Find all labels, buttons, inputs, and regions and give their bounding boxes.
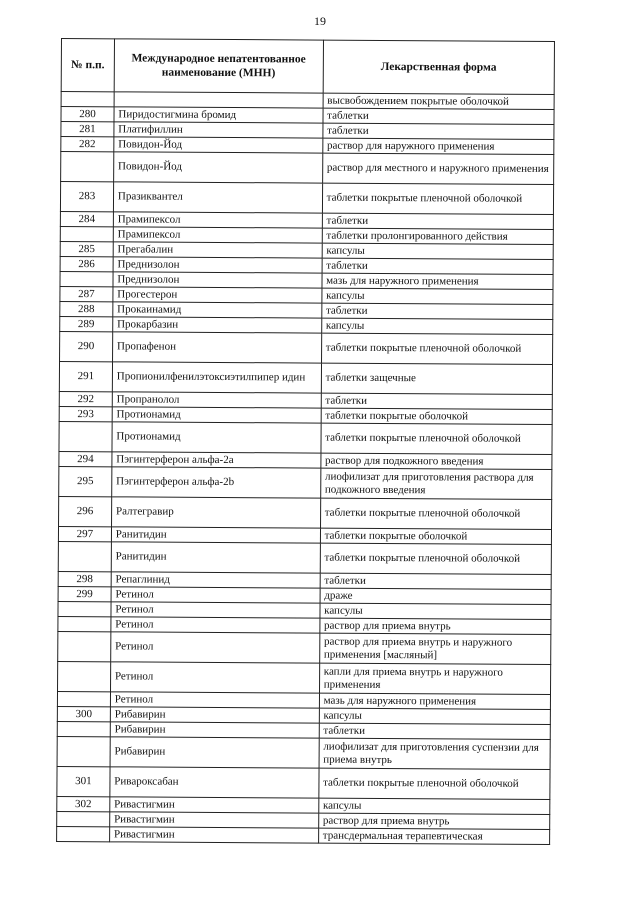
dosage-form: капсулы [321,318,552,334]
row-number: 292 [59,391,112,406]
dosage-form: таблетки покрытые оболочкой [321,408,552,424]
dosage-form: раствор для приема внутрь [320,618,551,634]
dosage-form: мазь для наружного применения [319,693,550,709]
drug-name: Ретинол [111,602,320,618]
table-row [59,496,552,529]
row-number [58,616,111,631]
table-row [58,661,551,694]
dosage-form: капли для приема внутрь и наружного применения [319,663,551,694]
dosage-form: таблетки [321,303,552,319]
row-number: 290 [60,331,113,361]
row-number: 287 [60,286,113,301]
row-number [58,541,111,571]
dosage-form: таблетки [323,123,554,139]
row-number: 289 [60,316,113,331]
dosage-form: таблетки пролонгированного действия [322,228,553,244]
dosage-form: мазь для наружного применения [322,273,553,289]
drug-name: Пэгинтерферон альфа-2b [112,467,321,498]
drug-name: Пропафенон [112,332,321,363]
row-number: 295 [59,466,112,496]
table-row [59,466,552,499]
dosage-form: лиофилизат для приготовления раствора для подкожного введения [320,468,552,499]
dosage-form: таблетки защечные [321,363,553,394]
drug-name: Прегабалин [113,242,322,258]
row-number: 291 [59,361,112,391]
row-number: 300 [57,706,110,721]
table-row [57,736,550,769]
drug-name: Повидон-Йод [113,152,322,183]
row-number [57,691,110,706]
drug-name: Прамипексол [113,212,322,228]
row-number: 281 [61,122,114,137]
dosage-form: раствор для приема внутрь [318,813,549,829]
drug-name: Прокаинамид [113,302,322,318]
dosage-form: таблетки [321,393,552,409]
row-number [57,826,110,841]
row-number [59,421,112,451]
drug-name: Преднизолон [113,272,322,288]
drug-name: Рибавирин [110,707,319,723]
dosage-form: высвобождением покрытые оболочкой [323,93,554,109]
row-number: 298 [58,571,111,586]
drug-name: Ривастигмин [110,797,319,813]
drug-table [56,38,555,845]
dosage-form: таблетки [322,258,553,274]
dosage-form: таблетки [320,573,551,589]
table-row [58,541,551,574]
drug-name: Ранитидин [111,542,320,573]
row-number: 284 [60,211,113,226]
dosage-form: таблетки [323,108,554,124]
row-number [60,271,113,286]
row-number: 297 [58,526,111,541]
dosage-form: таблетки покрытые пленочной оболочкой [320,498,552,529]
drug-name: Пиридостигмина бромид [114,107,323,123]
dosage-form: таблетки покрытые пленочной оболочкой [320,543,552,574]
drug-name: Протионамид [112,407,321,423]
row-number [61,92,114,107]
dosage-form: капсулы [322,288,553,304]
dosage-form: трансдермальная терапевтическая [318,828,549,844]
drug-name: Ранитидин [111,527,320,543]
drug-name: Ретинол [111,632,320,663]
drug-name [114,92,323,108]
drug-name: Рибавирин [110,722,319,738]
dosage-form: раствор для местного и наружного применения [322,153,554,184]
row-number: 282 [61,137,114,152]
drug-name: Ривастигмин [110,812,319,828]
drug-name: Ретинол [110,692,319,708]
drug-name: Пропранолол [112,392,321,408]
dosage-form: таблетки [319,723,550,739]
dosage-form: драже [320,588,551,604]
dosage-form: таблетки покрытые пленочной оболочкой [321,423,553,454]
dosage-form: лиофилизат для приготовления суспензии для приема внутрь [319,738,551,769]
row-number: 302 [57,796,110,811]
row-number [61,152,114,182]
drug-name: Ретинол [110,662,319,693]
header-dosage-form: Лекарственная форма [323,40,555,94]
table-row [58,631,551,664]
row-number: 285 [60,241,113,256]
dosage-form: таблетки покрытые оболочкой [320,528,551,544]
dosage-form: капсулы [318,798,549,814]
drug-name: Ривастигмин [109,827,318,843]
table-row [60,182,553,215]
drug-name: Репаглинид [111,572,320,588]
dosage-form: таблетки покрытые пленочной оболочкой [319,768,551,799]
drug-name: Рибавирин [110,737,319,768]
table-row [59,361,552,394]
drug-name: Прокарбазин [113,317,322,333]
row-number: 294 [59,451,112,466]
dosage-form: раствор для подкожного введения [321,453,552,469]
drug-name: Повидон-Йод [114,137,323,153]
drug-name: Ралтегравир [111,497,320,528]
dosage-form: капсулы [322,243,553,259]
table-body [57,92,555,845]
table-header-row [61,39,554,95]
dosage-form: раствор для наружного применения [322,138,553,154]
row-number: 296 [59,496,112,526]
drug-name: Прамипексол [113,227,322,243]
dosage-form: капсулы [319,708,550,724]
table-row [57,766,550,799]
dosage-form: капсулы [320,603,551,619]
drug-name: Пэгинтерферон альфа-2a [112,452,321,468]
dosage-form: таблетки покрытые пленочной оболочкой [322,183,554,214]
row-number [57,736,110,766]
row-number: 301 [57,766,110,796]
row-number [58,601,111,616]
drug-name: Ретинол [111,617,320,633]
drug-name: Прогестерон [113,287,322,303]
row-number [57,811,110,826]
row-number [60,226,113,241]
row-number [57,721,110,736]
row-number: 286 [60,256,113,271]
header-number: № п.п. [61,39,114,92]
row-number [58,661,111,691]
drug-name: Платифиллин [114,122,323,138]
dosage-form: таблетки [322,213,553,229]
drug-name: Ривароксабан [110,767,319,798]
drug-name: Протионамид [112,422,321,453]
row-number: 293 [59,406,112,421]
drug-name: Празиквантел [113,182,322,213]
dosage-form: таблетки покрытые пленочной оболочкой [321,333,553,364]
row-number: 283 [60,182,113,212]
row-number [58,631,111,661]
row-number: 288 [60,301,113,316]
table-row [57,826,550,844]
drug-name: Ретинол [111,587,320,603]
table-row [60,331,553,364]
drug-name: Преднизолон [113,257,322,273]
dosage-form: раствор для приема внутрь и наружного применения [масляный] [319,633,551,664]
table-row [61,152,554,185]
table-row [59,421,552,454]
header-inn: Международное непатентованное наименование (МНН) [114,39,323,93]
drug-name: Пропионилфенилэтоксиэтилпипер идин [112,362,321,393]
row-number: 299 [58,586,111,601]
row-number: 280 [61,107,114,122]
page-number: 19 [314,14,326,28]
